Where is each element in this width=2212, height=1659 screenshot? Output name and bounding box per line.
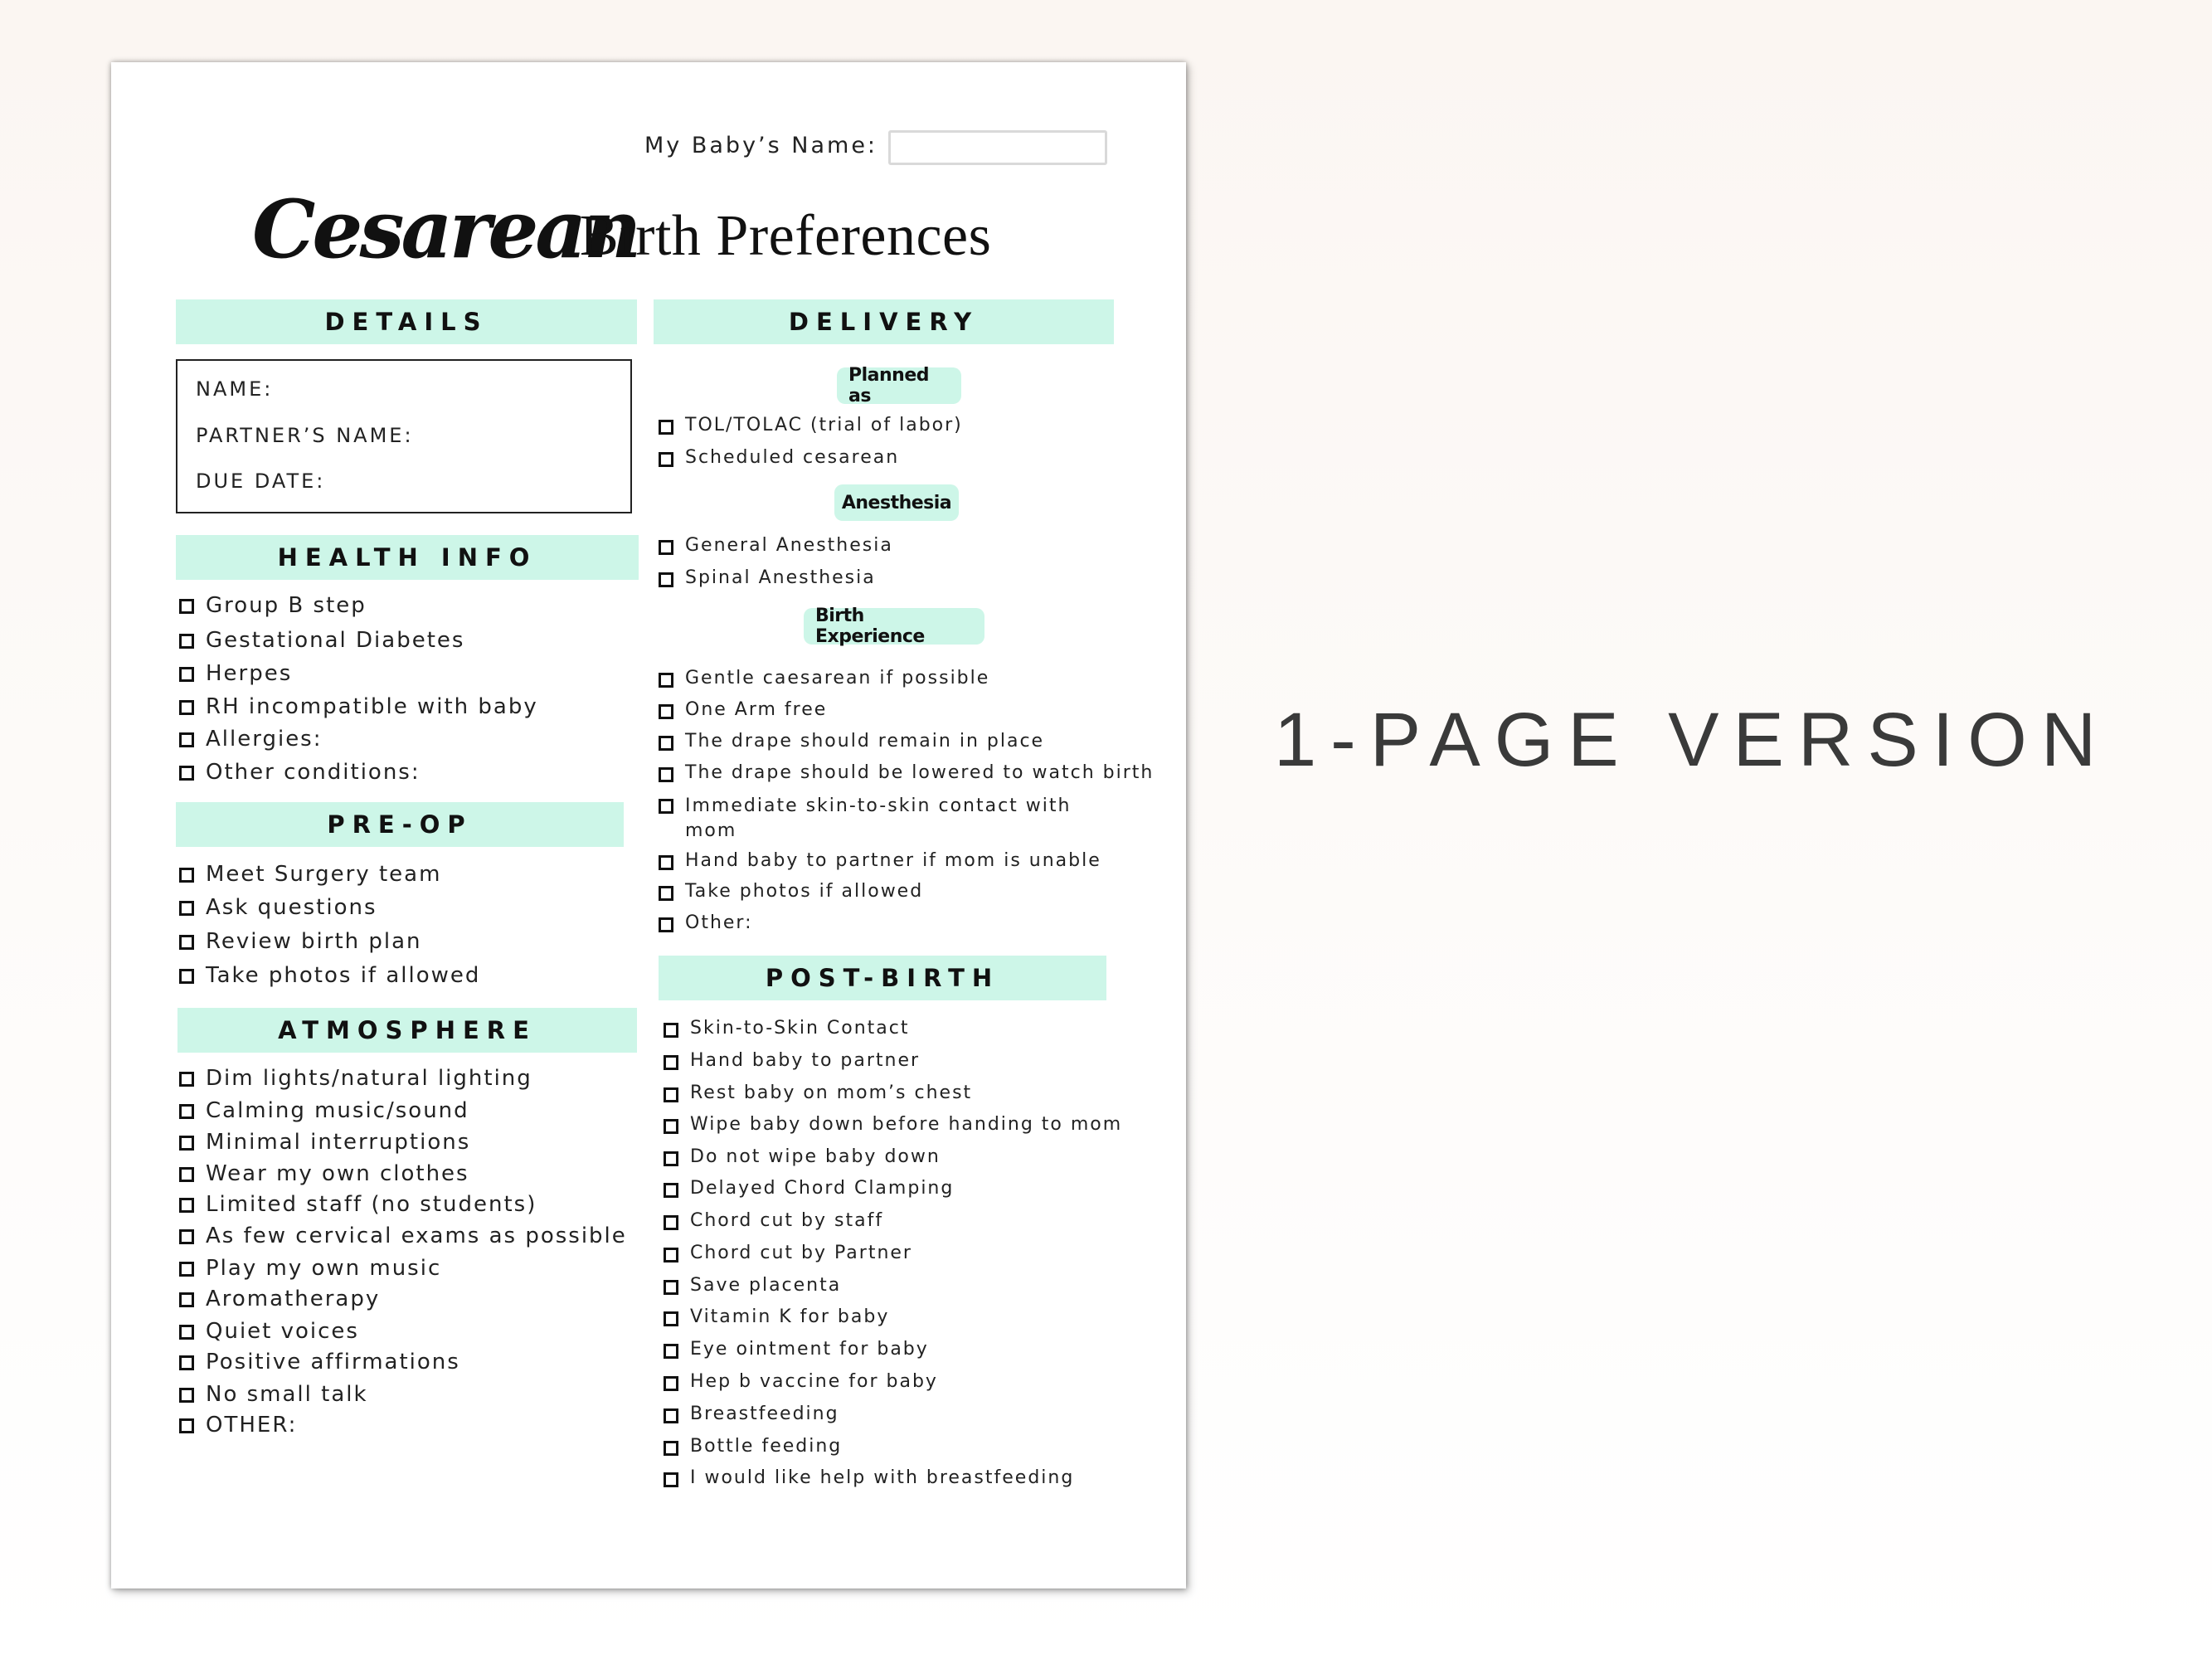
checkbox-icon[interactable] bbox=[179, 599, 194, 614]
health-item-label: Gestational Diabetes bbox=[206, 628, 465, 653]
atmosphere-item[interactable] bbox=[179, 1382, 368, 1407]
checkbox-icon[interactable] bbox=[179, 1355, 194, 1370]
atmosphere-item[interactable] bbox=[179, 1098, 469, 1123]
checkbox-icon[interactable] bbox=[664, 1023, 678, 1038]
checkbox-icon[interactable] bbox=[664, 1087, 678, 1102]
atmosphere-item-label: Dim lights/natural lighting bbox=[206, 1066, 532, 1091]
baby-name-field[interactable] bbox=[888, 130, 1107, 165]
experience-item-label: The drape should remain in place bbox=[685, 731, 1045, 752]
experience-item-label: Gentle caesarean if possible bbox=[685, 668, 990, 688]
checkbox-icon[interactable] bbox=[664, 1441, 678, 1456]
experience-item[interactable] bbox=[659, 731, 1044, 752]
checkbox-icon[interactable] bbox=[664, 1311, 678, 1326]
preop-item-label: Review birth plan bbox=[206, 929, 422, 954]
atmosphere-item-label: Positive affirmations bbox=[206, 1350, 460, 1374]
postbirth-item-label: Eye ointment for baby bbox=[690, 1339, 929, 1360]
title-rest: Birth Preferences bbox=[580, 204, 992, 268]
atmosphere-item-label: As few cervical exams as possible bbox=[206, 1224, 627, 1248]
postbirth-item-label: Breastfeeding bbox=[690, 1404, 839, 1424]
checkbox-icon[interactable] bbox=[179, 1418, 194, 1433]
postbirth-item-label: Do not wipe baby down bbox=[690, 1146, 941, 1167]
postbirth-item-label: Hand baby to partner bbox=[690, 1050, 921, 1071]
experience-item[interactable] bbox=[659, 699, 827, 720]
planned-item[interactable] bbox=[659, 447, 899, 468]
postbirth-item[interactable] bbox=[664, 1146, 941, 1167]
experience-item[interactable] bbox=[659, 794, 1116, 844]
checkbox-icon[interactable] bbox=[179, 1292, 194, 1307]
postbirth-item[interactable] bbox=[664, 1436, 842, 1457]
atmosphere-item-label: Limited staff (no students) bbox=[206, 1192, 537, 1217]
atmosphere-item-label: Play my own music bbox=[206, 1256, 442, 1281]
atmosphere-item[interactable] bbox=[179, 1192, 537, 1217]
preop-item-label: Meet Surgery team bbox=[206, 862, 442, 887]
experience-item-label: Immediate skin-to-skin contact with mom bbox=[685, 795, 1072, 841]
experience-item[interactable] bbox=[659, 912, 753, 933]
atmosphere-item-label: No small talk bbox=[206, 1382, 368, 1407]
postbirth-item-label: Wipe baby down before handing to mom bbox=[690, 1114, 1123, 1135]
postbirth-item-label: Hep b vaccine for baby bbox=[690, 1371, 938, 1392]
checkbox-icon[interactable] bbox=[179, 667, 194, 682]
health-item-label: Group B step bbox=[206, 593, 367, 618]
health-item-label: Other conditions: bbox=[206, 760, 421, 785]
preop-item-label: Ask questions bbox=[206, 895, 377, 920]
anesthesia-item[interactable] bbox=[659, 567, 876, 588]
checkbox-icon[interactable] bbox=[179, 700, 194, 715]
version-label: 1-PAGE VERSION bbox=[1274, 698, 2111, 782]
health-item[interactable] bbox=[179, 593, 367, 618]
postbirth-item-label: I would like help with breastfeeding bbox=[690, 1467, 1075, 1488]
checkbox-icon[interactable] bbox=[179, 935, 194, 950]
atmosphere-item[interactable] bbox=[179, 1130, 470, 1155]
postbirth-item-label: Chord cut by Partner bbox=[690, 1243, 912, 1263]
atmosphere-item[interactable] bbox=[179, 1287, 380, 1311]
checkbox-icon[interactable] bbox=[179, 1072, 194, 1087]
preop-item[interactable] bbox=[179, 895, 377, 920]
postbirth-item-label: Delayed Chord Clamping bbox=[690, 1178, 955, 1199]
birth-experience-label: Birth Experience bbox=[804, 608, 984, 645]
checkbox-icon[interactable] bbox=[664, 1151, 678, 1166]
checkbox-icon[interactable] bbox=[179, 969, 194, 984]
checkbox-icon[interactable] bbox=[179, 1104, 194, 1119]
checkbox-icon[interactable] bbox=[664, 1344, 678, 1359]
experience-item-label: Hand baby to partner if mom is unable bbox=[685, 850, 1101, 871]
atmosphere-item[interactable] bbox=[179, 1161, 469, 1186]
preop-item[interactable] bbox=[179, 929, 422, 954]
checkbox-icon[interactable] bbox=[659, 799, 673, 814]
health-item[interactable] bbox=[179, 760, 421, 785]
detail-due-date: DUE DATE: bbox=[196, 469, 326, 493]
checkbox-icon[interactable] bbox=[179, 1262, 194, 1277]
detail-partner-name: PARTNER’S NAME: bbox=[196, 424, 414, 447]
postbirth-item-label: Save placenta bbox=[690, 1275, 842, 1296]
experience-item-label: One Arm free bbox=[685, 699, 828, 720]
preop-heading: PRE-OP bbox=[176, 802, 624, 847]
postbirth-item[interactable] bbox=[664, 1114, 1122, 1135]
postbirth-item[interactable] bbox=[664, 1404, 839, 1424]
atmosphere-item[interactable] bbox=[179, 1350, 460, 1374]
experience-item-label: Other: bbox=[685, 912, 753, 933]
planned-as-label: Planned as bbox=[837, 367, 961, 404]
anesthesia-label: Anesthesia bbox=[834, 484, 959, 521]
anesthesia-item[interactable] bbox=[659, 535, 893, 556]
atmosphere-item[interactable] bbox=[179, 1224, 627, 1248]
postbirth-item[interactable] bbox=[664, 1371, 938, 1392]
atmosphere-heading: ATMOSPHERE bbox=[177, 1008, 637, 1053]
postbirth-item[interactable] bbox=[664, 1178, 954, 1199]
detail-name: NAME: bbox=[196, 377, 274, 401]
health-item[interactable] bbox=[179, 628, 464, 653]
checkbox-icon[interactable] bbox=[659, 886, 673, 901]
planned-item-label: TOL/TOLAC (trial of labor) bbox=[685, 415, 963, 435]
checkbox-icon[interactable] bbox=[179, 1388, 194, 1403]
experience-item[interactable] bbox=[659, 762, 1154, 783]
atmosphere-item-label: Minimal interruptions bbox=[206, 1130, 471, 1155]
checkbox-icon[interactable] bbox=[659, 855, 673, 870]
health-item[interactable] bbox=[179, 694, 538, 719]
experience-item-label: Take photos if allowed bbox=[685, 881, 924, 902]
health-heading: HEALTH INFO bbox=[176, 535, 639, 580]
checkbox-icon[interactable] bbox=[664, 1055, 678, 1070]
health-item[interactable] bbox=[179, 661, 292, 686]
checkbox-icon[interactable] bbox=[664, 1472, 678, 1487]
anesthesia-item-label: Spinal Anesthesia bbox=[685, 567, 876, 588]
checkbox-icon[interactable] bbox=[179, 1167, 194, 1182]
checkbox-icon[interactable] bbox=[179, 1229, 194, 1244]
checkbox-icon[interactable] bbox=[664, 1408, 678, 1423]
health-item-label: RH incompatible with baby bbox=[206, 694, 538, 719]
postbirth-item[interactable] bbox=[664, 1050, 920, 1071]
postbirth-item[interactable] bbox=[664, 1210, 883, 1231]
checkbox-icon[interactable] bbox=[659, 452, 673, 467]
atmosphere-item[interactable] bbox=[179, 1066, 532, 1091]
preop-item[interactable] bbox=[179, 963, 480, 988]
birth-preferences-page bbox=[111, 62, 1186, 1588]
checkbox-icon[interactable] bbox=[179, 1325, 194, 1340]
postbirth-item-label: Vitamin K for baby bbox=[690, 1306, 890, 1327]
postbirth-item[interactable] bbox=[664, 1243, 912, 1263]
postbirth-heading: POST-BIRTH bbox=[659, 956, 1106, 1000]
checkbox-icon[interactable] bbox=[659, 767, 673, 782]
postbirth-item[interactable] bbox=[664, 1018, 909, 1039]
anesthesia-item-label: General Anesthesia bbox=[685, 535, 893, 556]
checkbox-icon[interactable] bbox=[664, 1119, 678, 1134]
planned-item-label: Scheduled cesarean bbox=[685, 447, 900, 468]
atmosphere-item-label: Calming music/sound bbox=[206, 1098, 469, 1123]
experience-item[interactable] bbox=[659, 850, 1101, 871]
checkbox-icon[interactable] bbox=[659, 420, 673, 435]
planned-item[interactable] bbox=[659, 415, 963, 435]
atmosphere-item[interactable] bbox=[179, 1413, 297, 1438]
checkbox-icon[interactable] bbox=[664, 1183, 678, 1198]
checkbox-icon[interactable] bbox=[179, 1198, 194, 1213]
checkbox-icon[interactable] bbox=[664, 1376, 678, 1391]
checkbox-icon[interactable] bbox=[179, 766, 194, 781]
postbirth-item-label: Chord cut by staff bbox=[690, 1210, 884, 1231]
atmosphere-item-label: OTHER: bbox=[206, 1413, 298, 1438]
atmosphere-item-label: Quiet voices bbox=[206, 1319, 359, 1344]
postbirth-item[interactable] bbox=[664, 1339, 929, 1360]
checkbox-icon[interactable] bbox=[179, 634, 194, 649]
preop-item[interactable] bbox=[179, 862, 441, 887]
experience-item-label: The drape should be lowered to watch birth bbox=[685, 762, 1155, 783]
experience-item[interactable] bbox=[659, 668, 989, 688]
checkbox-icon[interactable] bbox=[664, 1280, 678, 1295]
atmosphere-item[interactable] bbox=[179, 1256, 441, 1281]
postbirth-item-label: Skin-to-Skin Contact bbox=[690, 1018, 910, 1039]
postbirth-item[interactable] bbox=[664, 1306, 889, 1327]
atmosphere-item-label: Wear my own clothes bbox=[206, 1161, 469, 1186]
experience-item[interactable] bbox=[659, 881, 923, 902]
checkbox-icon[interactable] bbox=[664, 1215, 678, 1230]
atmosphere-item-label: Aromatherapy bbox=[206, 1287, 381, 1311]
atmosphere-item[interactable] bbox=[179, 1319, 359, 1344]
baby-name-label: My Baby’s Name: bbox=[644, 133, 878, 158]
checkbox-icon[interactable] bbox=[179, 1136, 194, 1151]
postbirth-item[interactable] bbox=[664, 1467, 1074, 1488]
checkbox-icon[interactable] bbox=[659, 572, 673, 587]
health-item[interactable] bbox=[179, 727, 323, 752]
details-box bbox=[176, 359, 632, 513]
checkbox-icon[interactable] bbox=[659, 540, 673, 555]
health-item-label: Herpes bbox=[206, 661, 293, 686]
checkbox-icon[interactable] bbox=[659, 736, 673, 751]
checkbox-icon[interactable] bbox=[664, 1248, 678, 1262]
health-item-label: Allergies: bbox=[206, 727, 323, 752]
postbirth-item[interactable] bbox=[664, 1275, 841, 1296]
checkbox-icon[interactable] bbox=[659, 704, 673, 719]
postbirth-item[interactable] bbox=[664, 1082, 972, 1103]
checkbox-icon[interactable] bbox=[179, 732, 194, 747]
checkbox-icon[interactable] bbox=[659, 917, 673, 932]
checkbox-icon[interactable] bbox=[179, 868, 194, 883]
checkbox-icon[interactable] bbox=[659, 673, 673, 688]
details-heading: DETAILS bbox=[176, 299, 637, 344]
checkbox-icon[interactable] bbox=[179, 901, 194, 916]
delivery-heading: DELIVERY bbox=[654, 299, 1114, 344]
preop-item-label: Take photos if allowed bbox=[206, 963, 481, 988]
title-script: Cesarean bbox=[252, 182, 639, 276]
postbirth-item-label: Bottle feeding bbox=[690, 1436, 843, 1457]
postbirth-item-label: Rest baby on mom’s chest bbox=[690, 1082, 973, 1103]
